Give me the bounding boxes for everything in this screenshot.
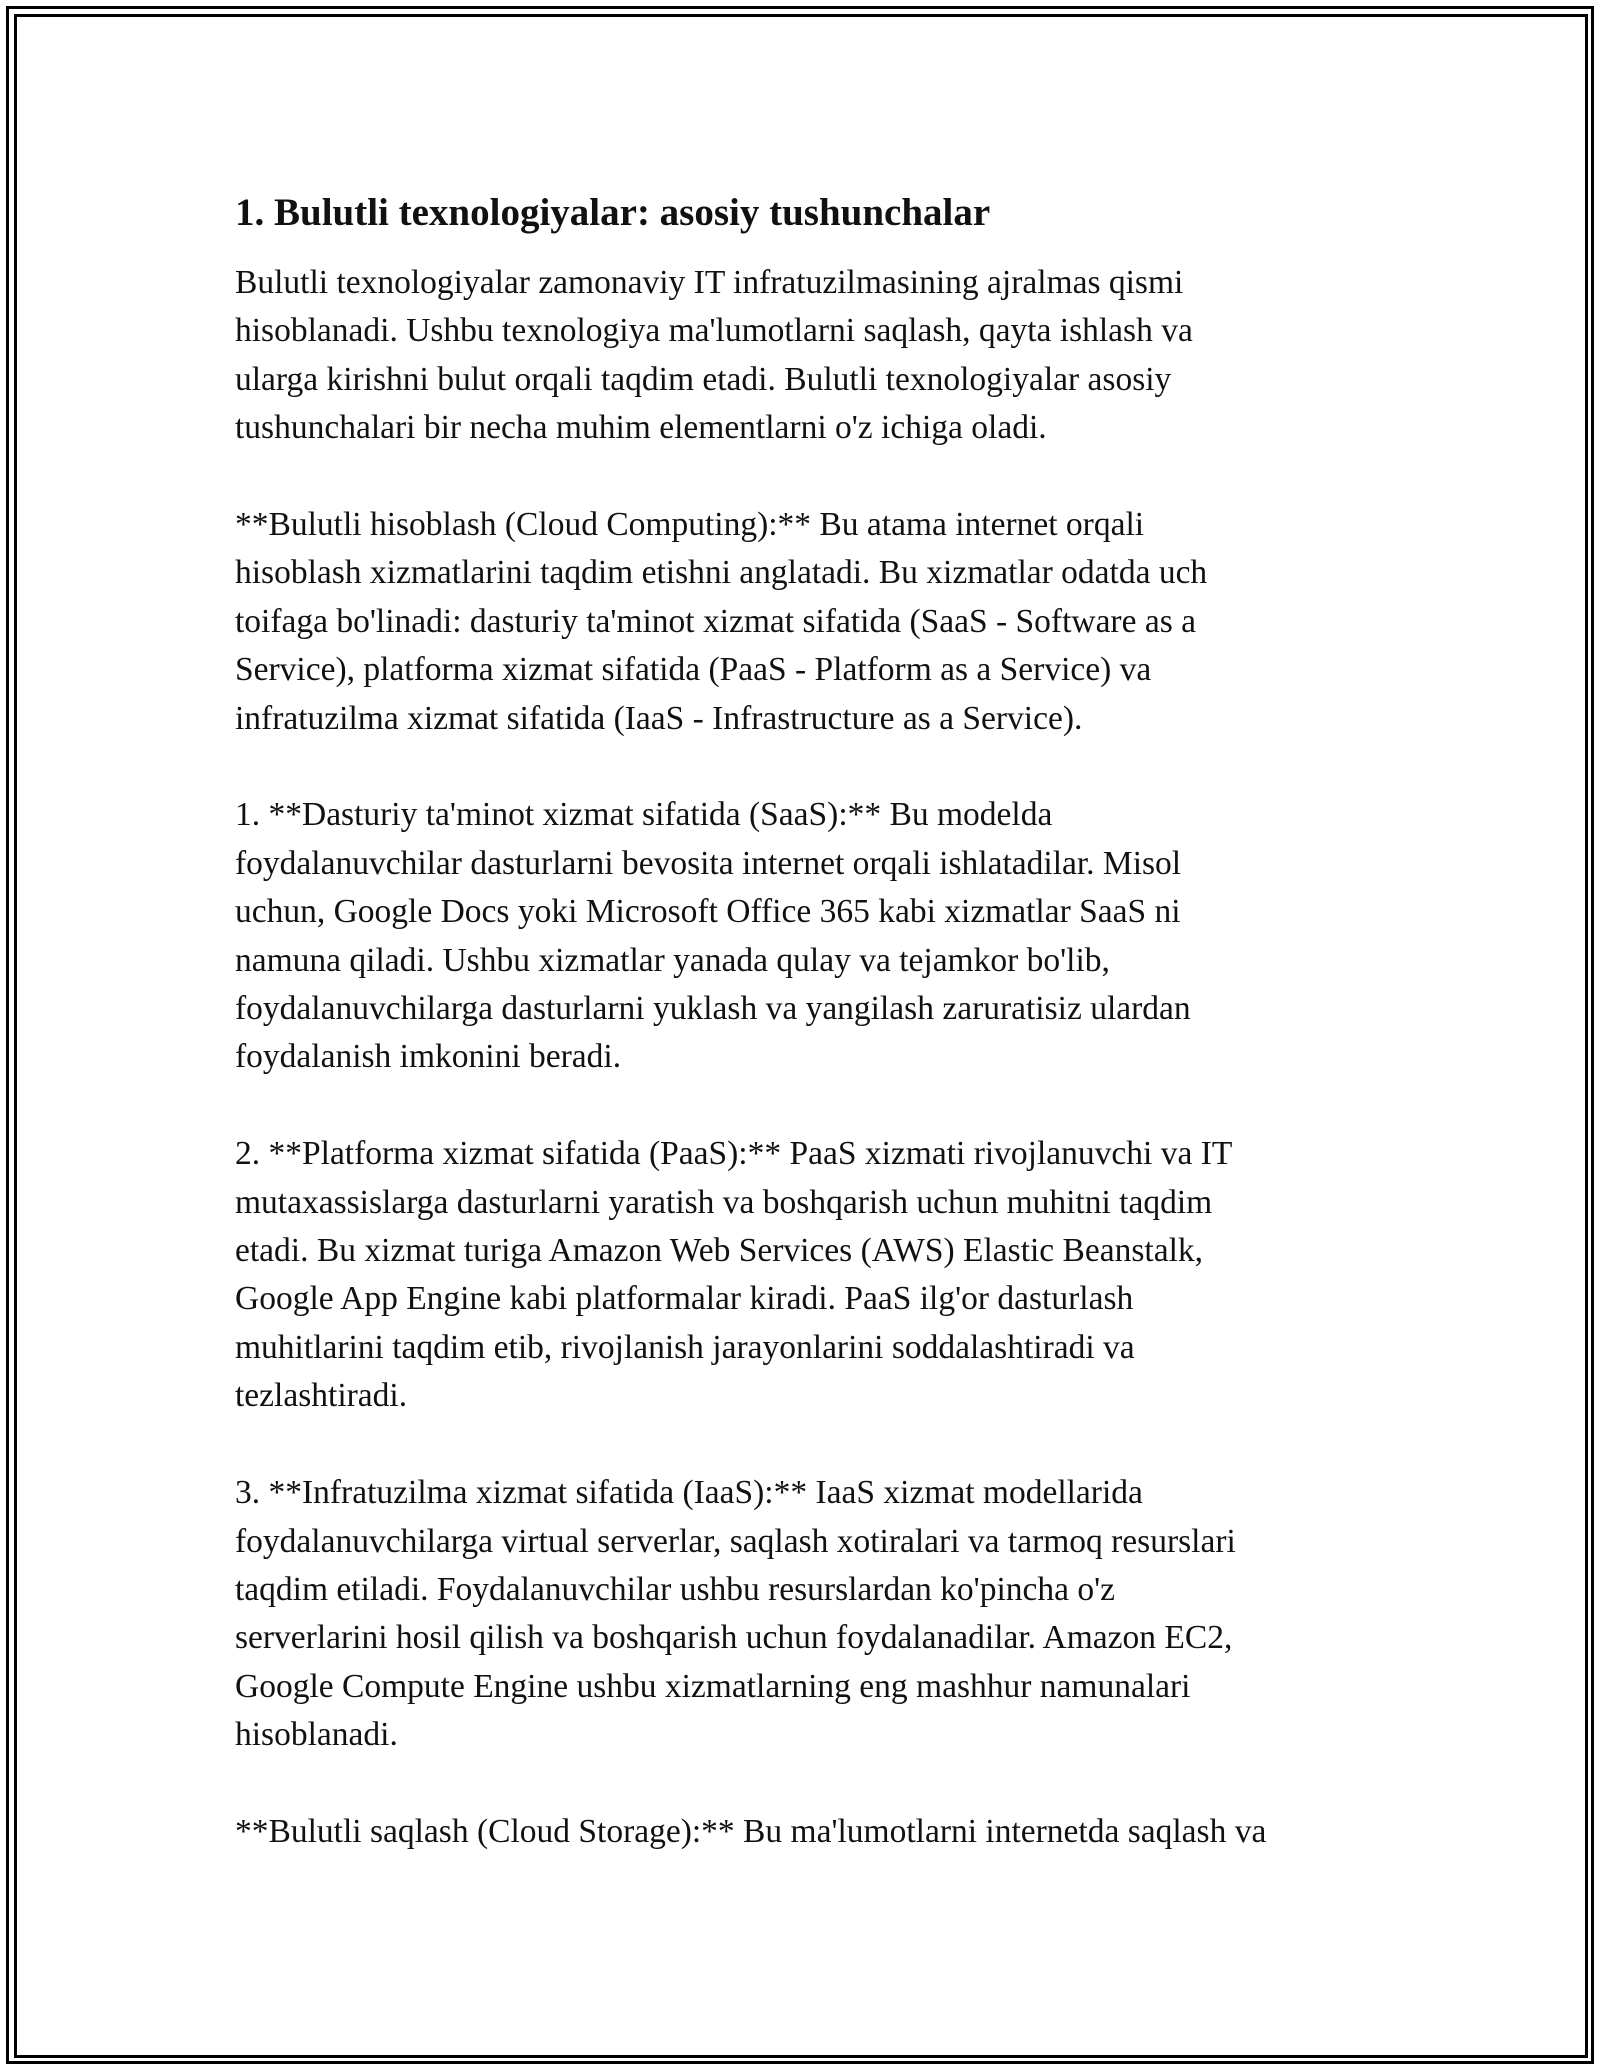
text-line: foydalanuvchilarga dasturlarni yuklash va yangilash zaruratisiz ulardan [235,990,1191,1028]
text-line: toifaga bo'linadi: dasturiy ta'minot xizmat sifatida (SaaS - Software as a [235,602,1196,640]
text-line: ularga kirishni bulut orqali taqdim etadi. Bulutli texnologiyalar asosiy [235,360,1172,398]
text-line: hisoblash xizmatlarini taqdim etishni anglatadi. Bu xizmatlar odatda uch [235,554,1208,592]
text-line: Service), platforma xizmat sifatida (PaaS - Platform as a Service) va [235,651,1152,689]
text-line: hisoblanadi. [235,1716,398,1754]
document-body [235,185,1385,1905]
paragraph-cloud-storage [235,1808,1385,1856]
text-line: foydalanuvchilarga virtual serverlar, saqlash xotiralari va tarmoq resurslari [235,1522,1236,1560]
paragraph-paas [235,1130,1385,1420]
text-line: foydalanish imkonini beradi. [235,1038,622,1076]
text-line: taqdim etiladi. Foydalanuvchilar ushbu resurslardan ko'pincha o'z [235,1570,1116,1608]
paragraph-cloud-computing [235,501,1385,743]
text-line: namuna qiladi. Ushbu xizmatlar yanada qulay va tejamkor bo'lib, [235,941,1110,979]
text-line: foydalanuvchilar dasturlarni bevosita internet orqali ishlatadilar. Misol [235,844,1182,882]
text-line: 2. **Platforma xizmat sifatida (PaaS):** PaaS xizmati rivojlanuvchi va IT [235,1135,1233,1173]
paragraph-saas [235,791,1385,1081]
paragraph-intro [235,259,1385,453]
paragraph-iaas [235,1469,1385,1759]
text-line: **Bulutli saqlash (Cloud Storage):** Bu ma'lumotlarni internetda saqlash va [235,1812,1267,1850]
text-line: mutaxassislarga dasturlarni yaratish va boshqarish uchun muhitni taqdim [235,1183,1213,1221]
text-line: 3. **Infratuzilma xizmat sifatida (IaaS):** IaaS xizmat modellarida [235,1474,1143,1512]
text-line: serverlarini hosil qilish va boshqarish uchun foydalanadilar. Amazon EC2, [235,1619,1233,1657]
text-line: tezlashtiradi. [235,1377,408,1415]
text-line: etadi. Bu xizmat turiga Amazon Web Services (AWS) Elastic Beanstalk, [235,1232,1204,1270]
text-line: muhitlarini taqdim etib, rivojlanish jarayonlarini soddalashtiradi va [235,1328,1135,1366]
text-line: Google App Engine kabi platformalar kiradi. PaaS ilg'or dasturlash [235,1280,1134,1318]
text-line: Bulutli texnologiyalar zamonaviy IT infratuzilmasining ajralmas qismi [235,264,1184,301]
text-line: hisoblanadi. Ushbu texnologiya ma'lumotlarni saqlash, qayta ishlash va [235,312,1193,350]
text-line: uchun, Google Docs yoki Microsoft Office 365 kabi xizmatlar SaaS ni [235,893,1181,931]
text-line: Google Compute Engine ushbu xizmatlarning eng mashhur namunalari [235,1667,1191,1705]
text-line: **Bulutli hisoblash (Cloud Computing):** Bu atama internet orqali [235,506,1145,544]
text-line: tushunchalari bir necha muhim elementlarni o'z ichiga oladi. [235,409,1047,447]
text-line: 1. **Dasturiy ta'minot xizmat sifatida (SaaS):** Bu modelda [235,796,1053,834]
document-title: 1. Bulutli texnologiyalar: asosiy tushunchalar [235,191,991,234]
text-line: infratuzilma xizmat sifatida (IaaS - Infrastructure as a Service). [235,699,1083,737]
